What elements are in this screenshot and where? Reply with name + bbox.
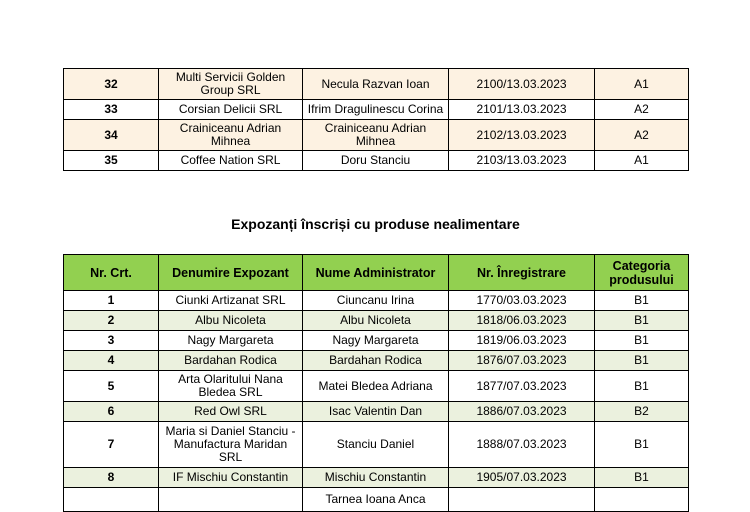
cell-nr-inregistrare: 2103/13.03.2023 — [449, 151, 595, 171]
header-nr-inregistrare: Nr. Înregistrare — [449, 255, 595, 291]
cell-nr-inregistrare: 1877/07.03.2023 — [449, 371, 595, 402]
table-row — [64, 468, 689, 488]
cell-nr-inregistrare: 2102/13.03.2023 — [449, 120, 595, 151]
cell-nr-crt: 35 — [64, 151, 159, 171]
cell-nume-administrator: Doru Stanciu — [303, 151, 449, 171]
cell-denumire-expozant: Nagy Margareta — [159, 331, 303, 351]
cell-denumire-expozant: IF Mischiu Constantin — [159, 468, 303, 488]
cell-categoria-produsului: B1 — [595, 311, 689, 331]
cell-nr-crt: 34 — [64, 120, 159, 151]
table-row — [64, 69, 689, 100]
cell-nume-administrator: Bardahan Rodica — [303, 351, 449, 371]
table-row — [64, 291, 689, 311]
cell-nr-crt: 32 — [64, 69, 159, 100]
cell-nr-inregistrare: 1886/07.03.2023 — [449, 402, 595, 422]
cell-nume-administrator: Necula Razvan Ioan — [303, 69, 449, 100]
cell-categoria-produsului: B2 — [595, 402, 689, 422]
exhibitors-nonfood-table-body — [64, 291, 689, 512]
cell-nr-inregistrare: 2101/13.03.2023 — [449, 100, 595, 120]
cell-categoria-produsului: A2 — [595, 100, 689, 120]
cell-categoria-produsului: B1 — [595, 351, 689, 371]
cell-nr-inregistrare: 1770/03.03.2023 — [449, 291, 595, 311]
table-row — [64, 151, 689, 171]
table-row — [64, 100, 689, 120]
cell-categoria-produsului: B1 — [595, 331, 689, 351]
cell-nume-administrator: Isac Valentin Dan — [303, 402, 449, 422]
cell-nr-inregistrare: 1876/07.03.2023 — [449, 351, 595, 371]
header-denumire-expozant: Denumire Expozant — [159, 255, 303, 291]
cell-nr-crt: 6 — [64, 402, 159, 422]
cell-categoria-produsului: B1 — [595, 468, 689, 488]
cell-nr-crt: 4 — [64, 351, 159, 371]
cell-denumire-expozant: Arta Olaritului Nana Bledea SRL — [159, 371, 303, 402]
cell-nume-administrator: Mischiu Constantin — [303, 468, 449, 488]
cell-nume-administrator: Albu Nicoleta — [303, 311, 449, 331]
cell-nume-administrator: Tarnea Ioana Anca — [303, 488, 449, 512]
cell-nume-administrator: Ifrim Dragulinescu Corina — [303, 100, 449, 120]
exhibitors-food-table — [63, 68, 689, 171]
table-row — [64, 371, 689, 402]
cell-categoria-produsului: A2 — [595, 120, 689, 151]
cell-nume-administrator: Matei Bledea Adriana — [303, 371, 449, 402]
cell-nr-crt: 1 — [64, 291, 159, 311]
cell-denumire-expozant: Multi Servicii Golden Group SRL — [159, 69, 303, 100]
cell-denumire-expozant: Ciunki Artizanat SRL — [159, 291, 303, 311]
cell-nume-administrator: Ciuncanu Irina — [303, 291, 449, 311]
cell-denumire-expozant: Corsian Delicii SRL — [159, 100, 303, 120]
exhibitors-nonfood-table — [63, 254, 689, 512]
cell-nr-crt: 5 — [64, 371, 159, 402]
cell-categoria-produsului: A1 — [595, 151, 689, 171]
table-row — [64, 311, 689, 331]
cell-categoria-produsului: B1 — [595, 422, 689, 468]
cell-categoria-produsului: B1 — [595, 371, 689, 402]
header-nr-crt: Nr. Crt. — [64, 255, 159, 291]
cell-nr-inregistrare: 1819/06.03.2023 — [449, 331, 595, 351]
table-row — [64, 402, 689, 422]
cell-nr-crt: 8 — [64, 468, 159, 488]
cell-nr-inregistrare: 2100/13.03.2023 — [449, 69, 595, 100]
cell-nume-administrator: Crainiceanu Adrian Mihnea — [303, 120, 449, 151]
cell-nr-crt: 7 — [64, 422, 159, 468]
header-nume-administrator: Nume Administrator — [303, 255, 449, 291]
cell-denumire-expozant: Red Owl SRL — [159, 402, 303, 422]
cell-denumire-expozant: Maria si Daniel Stanciu - Manufactura Maridan SRL — [159, 422, 303, 468]
cell-denumire-expozant: Crainiceanu Adrian Mihnea — [159, 120, 303, 151]
header-categoria-produsului: Categoria produsului — [595, 255, 689, 291]
table-row — [64, 331, 689, 351]
cell-nr-crt: 33 — [64, 100, 159, 120]
cell-nume-administrator: Stanciu Daniel — [303, 422, 449, 468]
cell-categoria-produsului: A1 — [595, 69, 689, 100]
section-title: Expozanți înscriși cu produse nealimentare — [231, 216, 520, 232]
cell-categoria-produsului: B1 — [595, 291, 689, 311]
cell-nume-administrator: Nagy Margareta — [303, 331, 449, 351]
table-row — [64, 120, 689, 151]
exhibitors-food-table-body — [64, 69, 689, 171]
cell-denumire-expozant: Albu Nicoleta — [159, 311, 303, 331]
cell-denumire-expozant: Coffee Nation SRL — [159, 151, 303, 171]
cell-nr-inregistrare: 1888/07.03.2023 — [449, 422, 595, 468]
cell-denumire-expozant: Bardahan Rodica — [159, 351, 303, 371]
cell-nr-crt: 2 — [64, 311, 159, 331]
cell-nr-inregistrare: 1905/07.03.2023 — [449, 468, 595, 488]
table-row — [64, 351, 689, 371]
cell-nr-crt: 3 — [64, 331, 159, 351]
cell-nr-inregistrare: 1818/06.03.2023 — [449, 311, 595, 331]
table-header-row — [64, 255, 689, 291]
table-row — [64, 422, 689, 468]
